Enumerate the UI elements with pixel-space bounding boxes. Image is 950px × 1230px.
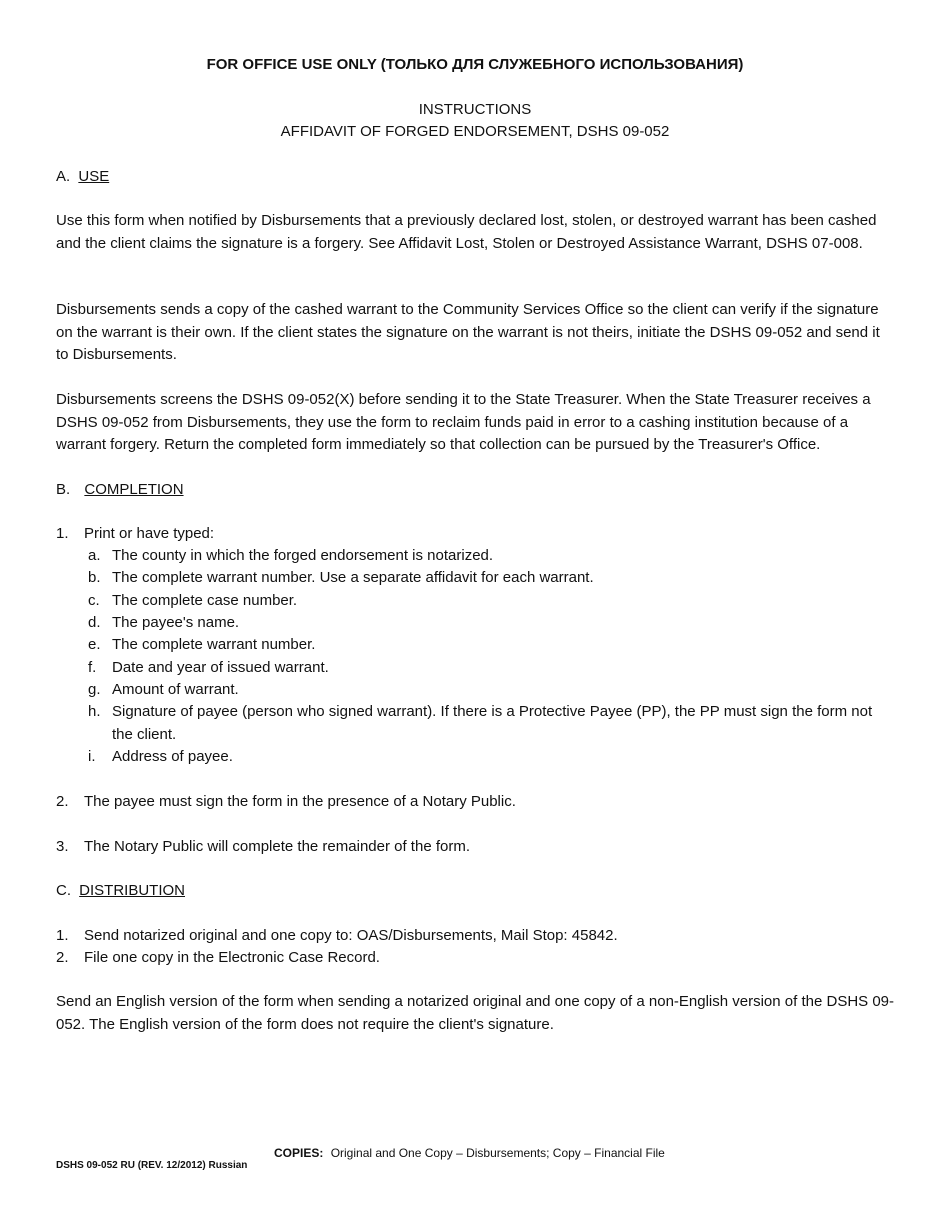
sub-list-item bbox=[88, 657, 888, 679]
list-marker: e. bbox=[88, 636, 101, 653]
list-marker: c. bbox=[88, 592, 100, 609]
sub-list-item bbox=[88, 679, 888, 701]
list-text: The complete case number. bbox=[112, 592, 298, 609]
copies-text: Original and One Copy – Disbursements; Copy – Financial File bbox=[330, 1146, 665, 1160]
list-text: The Notary Public will complete the remainder of the form. bbox=[84, 838, 470, 855]
sub-list-item bbox=[88, 590, 888, 612]
list-marker: f. bbox=[88, 659, 97, 676]
sub-list-item bbox=[88, 634, 888, 656]
list-text: Signature of payee (person who signed warrant). If there is a Protective Payee (PP), the PP must sign the form not the client. bbox=[112, 703, 873, 743]
list-marker: 2. bbox=[56, 949, 69, 966]
list-marker: d. bbox=[88, 614, 101, 631]
list-marker: 1. bbox=[56, 927, 69, 944]
list-text: The payee must sign the form in the presence of a Notary Public. bbox=[84, 793, 516, 810]
list-text: Address of payee. bbox=[112, 748, 233, 765]
list-marker: 3. bbox=[56, 838, 69, 855]
section-c-closing: Send an English version of the form when sending a notarized original and one copy of a non-English version of the DSHS 09-052. The English version of the form does not require the client's signature. bbox=[56, 993, 895, 1033]
sub-list-item bbox=[88, 567, 888, 589]
section-a-letter: A. bbox=[56, 168, 71, 185]
form-title: AFFIDAVIT OF FORGED ENDORSEMENT, DSHS 09-052 bbox=[280, 123, 670, 140]
list-text: Date and year of issued warrant. bbox=[112, 659, 329, 676]
list-text: Amount of warrant. bbox=[112, 681, 239, 698]
section-b-heading bbox=[56, 481, 184, 498]
section-c-title: DISTRIBUTION bbox=[79, 882, 186, 899]
section-a-heading bbox=[56, 168, 109, 185]
sub-list-item bbox=[88, 612, 888, 634]
list-text: File one copy in the Electronic Case Record. bbox=[84, 949, 380, 966]
sub-list-item bbox=[88, 746, 888, 768]
list-text: Send notarized original and one copy to: OAS/Disbursements, Mail Stop: 45842. bbox=[84, 927, 618, 944]
sub-list-item bbox=[88, 545, 888, 567]
list-marker: g. bbox=[88, 681, 101, 698]
list-text: The complete warrant number. bbox=[112, 636, 316, 653]
list-marker: i. bbox=[88, 748, 96, 765]
section-a-title: USE bbox=[78, 168, 110, 185]
section-a-paragraph-2: Disbursements sends a copy of the cashed warrant to the Community Services Office so the client can verify if the signature on the warrant is their own. If the client states the signature on the warrant is not theirs, initiate the DSHS 09-052 and send it to Disbursements. bbox=[56, 301, 880, 363]
section-b-letter: B. bbox=[56, 481, 71, 498]
list-marker: b. bbox=[88, 569, 101, 586]
list-text: The complete warrant number. Use a separate affidavit for each warrant. bbox=[112, 569, 594, 586]
list-marker: h. bbox=[88, 703, 101, 720]
instructions-heading: INSTRUCTIONS bbox=[418, 101, 532, 118]
section-c-letter: C. bbox=[56, 882, 71, 899]
office-use-banner: FOR OFFICE USE ONLY (ТОЛЬКО ДЛЯ СЛУЖЕБНОГО ИСПОЛЬЗОВАНИЯ) bbox=[206, 56, 744, 73]
list-text: Print or have typed: bbox=[84, 525, 215, 542]
list-marker: 1. bbox=[56, 525, 69, 542]
section-a-paragraph-1: Use this form when notified by Disbursements that a previously declared lost, stolen, or destroyed warrant has been cashed and the client claims the signature is a forgery. See Affidavit Lost, Stolen or Destroyed Assistance Warrant, DSHS 07-008. bbox=[56, 212, 877, 252]
list-marker: 2. bbox=[56, 793, 69, 810]
list-text: The payee's name. bbox=[112, 614, 240, 631]
footer-copies bbox=[274, 1146, 665, 1160]
sub-list-item bbox=[88, 701, 888, 746]
list-text: The county in which the forged endorsement is notarized. bbox=[112, 547, 494, 564]
section-c-heading bbox=[56, 882, 185, 899]
list-marker: a. bbox=[88, 547, 101, 564]
section-b-title: COMPLETION bbox=[84, 481, 184, 498]
form-number: DSHS 09-052 RU (REV. 12/2012) Russian bbox=[56, 1160, 248, 1171]
copies-label: COPIES: bbox=[274, 1146, 324, 1160]
section-a-paragraph-3: Disbursements screens the DSHS 09-052(X) before sending it to the State Treasurer. When the State Treasurer receives a DSHS 09-052 from Disbursements, they use the form to reclaim funds paid in error to a cashing institution because of a warrant forgery. Return the completed form immediately so that collection can be pursued by the Treasurer's Office. bbox=[56, 391, 871, 453]
